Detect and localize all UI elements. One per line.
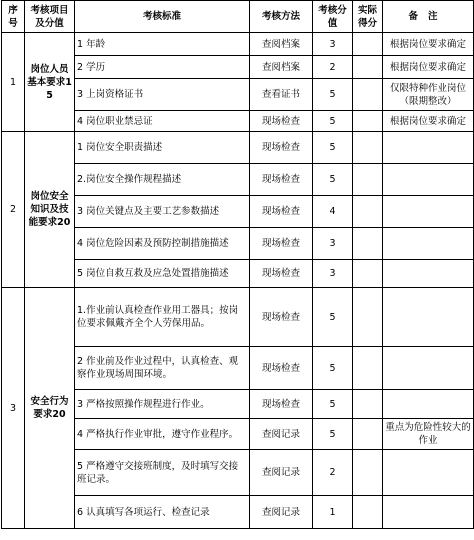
- score-cell: 5: [313, 419, 353, 450]
- section-number: 2: [2, 132, 25, 288]
- standard-cell: 1 年龄: [75, 33, 250, 56]
- standard-cell: 2 作业前及作业过程中，认真检查、观察作业现场周围环境。: [75, 347, 250, 390]
- standard-cell: 5 岗位自救互救及应急处置措施描述: [75, 260, 250, 288]
- score-cell: 3: [313, 260, 353, 288]
- actual-score-cell[interactable]: [353, 33, 383, 56]
- actual-score-cell[interactable]: [353, 260, 383, 288]
- remark-cell: 重点为危险性较大的作业: [383, 419, 474, 450]
- header-actual: 实际得分: [353, 1, 383, 33]
- standard-cell: 4 岗位危险因素及预防控制措施描述: [75, 228, 250, 260]
- standard-cell: 1 岗位安全职责描述: [75, 132, 250, 164]
- standard-cell: 4 岗位职业禁忌证: [75, 111, 250, 132]
- actual-score-cell[interactable]: [353, 496, 383, 529]
- section-number: 3: [2, 288, 25, 529]
- remark-cell: 根据岗位要求确定: [383, 111, 474, 132]
- remark-cell: [383, 228, 474, 260]
- remark-cell: [383, 347, 474, 390]
- header-item: 考核项目及分值: [25, 1, 75, 33]
- assessment-table: [1, 0, 474, 529]
- score-cell: 2: [313, 450, 353, 496]
- method-cell: 查阅记录: [250, 496, 313, 529]
- actual-score-cell[interactable]: [353, 450, 383, 496]
- remark-cell: [383, 164, 474, 196]
- method-cell: 现场检查: [250, 228, 313, 260]
- score-cell: 1: [313, 496, 353, 529]
- remark-cell: [383, 196, 474, 228]
- method-cell: 现场检查: [250, 111, 313, 132]
- table-row: [2, 33, 474, 56]
- actual-score-cell[interactable]: [353, 228, 383, 260]
- actual-score-cell[interactable]: [353, 419, 383, 450]
- section-category: 安全行为要求20: [25, 288, 75, 529]
- method-cell: 现场检查: [250, 288, 313, 347]
- remark-cell: [383, 496, 474, 529]
- score-cell: 5: [313, 164, 353, 196]
- remark-cell: 根据岗位要求确定: [383, 56, 474, 79]
- method-cell: 现场检查: [250, 196, 313, 228]
- section-category: 岗位人员基本要求15: [25, 33, 75, 132]
- remark-cell: 仅限特种作业岗位（限期整改）: [383, 79, 474, 111]
- table-row: [2, 132, 474, 164]
- actual-score-cell[interactable]: [353, 132, 383, 164]
- method-cell: 查看证书: [250, 79, 313, 111]
- standard-cell: 1.作业前认真检查作业用工器具；按岗位要求佩戴齐全个人劳保用品。: [75, 288, 250, 347]
- actual-score-cell[interactable]: [353, 390, 383, 419]
- section-number: 1: [2, 33, 25, 132]
- score-cell: 5: [313, 111, 353, 132]
- score-cell: 5: [313, 132, 353, 164]
- method-cell: 现场检查: [250, 132, 313, 164]
- standard-cell: 6 认真填写各项运行、检查记录: [75, 496, 250, 529]
- header-row: [2, 1, 474, 33]
- method-cell: 现场检查: [250, 390, 313, 419]
- score-cell: 2: [313, 56, 353, 79]
- header-method: 考核方法: [250, 1, 313, 33]
- standard-cell: 2 学历: [75, 56, 250, 79]
- method-cell: 查阅档案: [250, 56, 313, 79]
- remark-cell: [383, 450, 474, 496]
- score-cell: 3: [313, 33, 353, 56]
- remark-cell: [383, 132, 474, 164]
- standard-cell: 5 严格遵守交接班制度，及时填写交接班记录。: [75, 450, 250, 496]
- remark-cell: 根据岗位要求确定: [383, 33, 474, 56]
- method-cell: 现场检查: [250, 260, 313, 288]
- remark-cell: [383, 288, 474, 347]
- method-cell: 查阅档案: [250, 33, 313, 56]
- standard-cell: 3 上岗资格证书: [75, 79, 250, 111]
- header-no: 序号: [2, 1, 25, 33]
- actual-score-cell[interactable]: [353, 164, 383, 196]
- score-cell: 3: [313, 228, 353, 260]
- method-cell: 查阅记录: [250, 419, 313, 450]
- actual-score-cell[interactable]: [353, 111, 383, 132]
- score-cell: 5: [313, 347, 353, 390]
- method-cell: 查阅记录: [250, 450, 313, 496]
- score-cell: 4: [313, 196, 353, 228]
- actual-score-cell[interactable]: [353, 196, 383, 228]
- standard-cell: 3 岗位关键点及主要工艺参数描述: [75, 196, 250, 228]
- standard-cell: 4 严格执行作业审批，遵守作业程序。: [75, 419, 250, 450]
- header-score: 考核分值: [313, 1, 353, 33]
- actual-score-cell[interactable]: [353, 288, 383, 347]
- actual-score-cell[interactable]: [353, 347, 383, 390]
- actual-score-cell[interactable]: [353, 79, 383, 111]
- table-row: [2, 288, 474, 347]
- remark-cell: [383, 260, 474, 288]
- method-cell: 现场检查: [250, 347, 313, 390]
- actual-score-cell[interactable]: [353, 56, 383, 79]
- header-standard: 考核标准: [75, 1, 250, 33]
- standard-cell: 2.岗位安全操作规程描述: [75, 164, 250, 196]
- score-cell: 5: [313, 288, 353, 347]
- section-category: 岗位安全知识及技能要求20: [25, 132, 75, 288]
- header-remark: 备注: [383, 1, 474, 33]
- score-cell: 5: [313, 79, 353, 111]
- score-cell: 5: [313, 390, 353, 419]
- standard-cell: 3 严格按照操作规程进行作业。: [75, 390, 250, 419]
- remark-cell: [383, 390, 474, 419]
- method-cell: 现场检查: [250, 164, 313, 196]
